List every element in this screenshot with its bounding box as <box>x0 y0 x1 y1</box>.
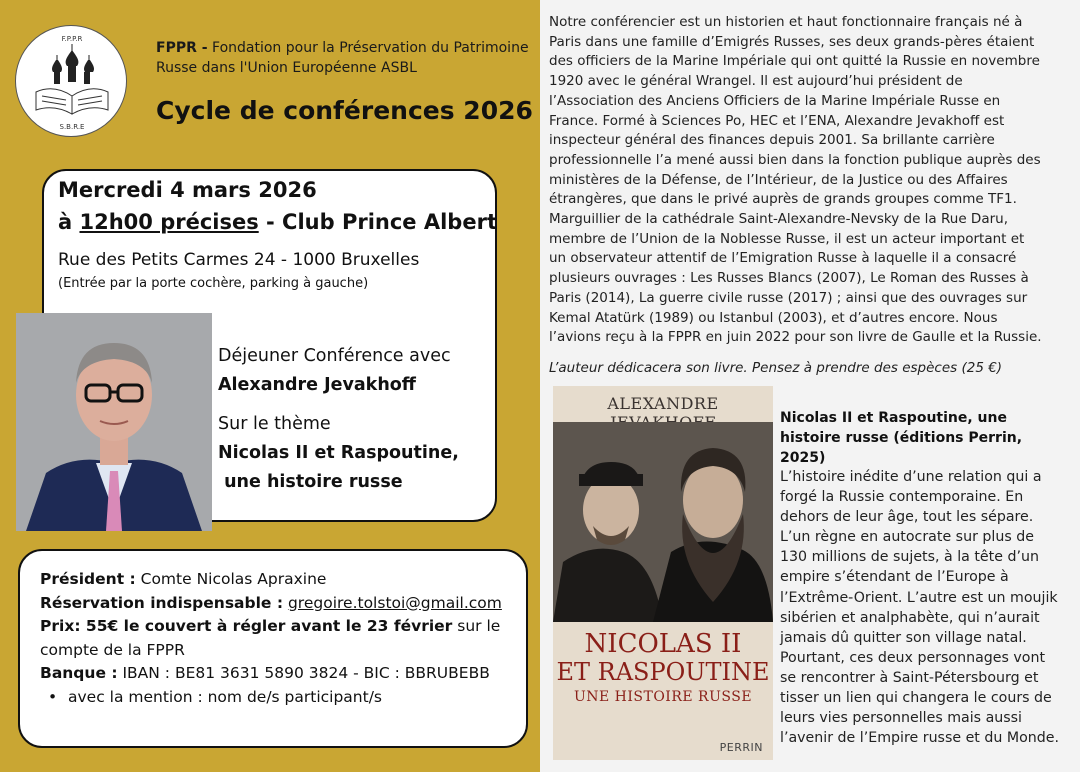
time-prefix: à <box>58 210 80 234</box>
book-description: L’histoire inédite d’une relation qui a forgé la Russie contemporaine. En dehors de leur âge, tout les sépare. L’un règne en autocrate sur plus de 130 millions de sujets, à la tête d’un empire s’étendant de l’Europe à l’Extrême-Orient. L’autre est un moujik sibérien et analphabète, qui n’aurait jamais dû quitter son village natal. Pourtant, ces deux personnages vont se rencontrer à Saint-Pétersbourg et tisser un lien qui changera le cours de leurs vies personnelles mais aussi l’avenir de l’Empire russe et du Monde. <box>780 469 1060 747</box>
price-rest: sur le compte de la FPPR <box>40 617 501 659</box>
event-date: Mercredi 4 mars 2026 <box>58 178 317 202</box>
cover-title-line2: ET RASPOUTINE <box>556 658 770 686</box>
price-label: Prix: 55€ le couvert à régler avant le 23 février <box>40 617 453 635</box>
event-time-venue <box>58 210 497 234</box>
church-book-emblem-icon <box>16 26 128 138</box>
logo-top-text: F.P.P.R <box>61 35 83 43</box>
president-label: Président : <box>40 570 136 588</box>
cover-author: ALEXANDRE <box>607 394 719 413</box>
speaker-portrait-icon <box>16 313 212 531</box>
event-venue: - Club Prince Albert <box>258 210 497 234</box>
book-cover <box>553 386 773 760</box>
president-line <box>40 568 520 592</box>
bank-line <box>40 662 520 686</box>
organization-name <box>156 38 531 78</box>
conference-intro-text: Déjeuner Conférence avec <box>218 346 451 366</box>
organization-full-name: Fondation pour la Préservation du Patrimoine Russe dans l'Union Européenne ASBL <box>156 40 529 76</box>
reservation-label: Réservation indispensable : <box>40 593 284 612</box>
bank-label: Banque : <box>40 664 118 682</box>
reservation-line <box>40 592 520 616</box>
organization-abbr: FPPR - <box>156 40 208 56</box>
cover-portrait-icon <box>553 422 773 622</box>
speaker-photo <box>16 313 212 531</box>
logo-bottom-text: S.B.R.E <box>59 123 85 131</box>
price-line <box>40 615 520 662</box>
book-title: Nicolas II et Raspoutine, une histoire russe (éditions Perrin, 2025) <box>780 410 1023 466</box>
theme-title-line1: Nicolas II et Raspoutine, <box>218 443 459 463</box>
cycle-title: Cycle de conférences 2026 <box>156 96 533 125</box>
theme-intro: Sur le thème <box>218 414 331 434</box>
speaker-name: Alexandre Jevakhoff <box>218 375 416 395</box>
signing-note: L’auteur dédicacera son livre. Pensez à prendre des espèces (25 €) <box>549 360 1003 376</box>
fppr-logo <box>15 25 127 137</box>
bank-value: IBAN : BE81 3631 5890 3824 - BIC : BBRUBEBB <box>117 664 490 682</box>
payment-mention: • avec la mention : nom de/s participant/s <box>40 686 520 710</box>
cover-publisher: PERRIN <box>719 741 763 754</box>
theme-title-line2: une histoire russe <box>218 472 403 492</box>
practical-info <box>40 568 520 709</box>
speaker-biography: Notre conférencier est un historien et haut fonctionnaire français né à Paris dans une famille d’Emigrés Russes, ses deux grands-pères étaient des officiers de la Marine Impériale qui ont quitté la Russie en novembre 1920 avec le général Wrangel. Il est aujourd’hui président de l’Association des Anciens Officiers de la Marine Impériale Russe en France. Formé à Sciences Po, HEC et l’ENA, Alexandre Jevakhoff est inspecteur général des finances depuis 2001. Sa brillante carrière professionnelle l’a mené aussi bien dans la fonction publique auprès des ministères de la Défense, de l’Intérieur, de la Justice ou des Affaires étrangères, que dans le privé auprès de grands groupes comme TF1. Marguillier de la cathédrale Saint-Alexandre-Nevsky de la Rue Daru, membre de l’Union de la Noblesse Russe, il est un acteur important et un observateur attentif de l’Emigration Russe à laquelle il a consacré plusieurs ouvrages : Les Russes Blancs (2007), Le Roman des Russes à Paris (2014), La guerre civile russe (2017) ; ainsi que des ouvrages sur Kemal Atatürk (1989) ou Istanbul (2003), et d’autres encore. Nous l’avions reçu à la FPPR en juin 2022 pour son livre de Gaulle et la Russie. <box>549 14 1042 346</box>
conference-intro <box>218 342 451 400</box>
reservation-email-link[interactable]: gregoire.tolstoi@gmail.com <box>287 593 502 612</box>
event-time: 12h00 précises <box>79 210 259 234</box>
entry-note: (Entrée par la porte cochère, parking à gauche) <box>58 276 369 291</box>
conference-theme <box>218 410 459 497</box>
president-value: Comte Nicolas Apraxine <box>135 570 327 588</box>
cover-subtitle: UNE HISTOIRE RUSSE <box>573 689 753 705</box>
event-address: Rue des Petits Carmes 24 - 1000 Bruxelles <box>58 250 420 270</box>
cover-title-line1: NICOLAS II <box>584 629 742 659</box>
